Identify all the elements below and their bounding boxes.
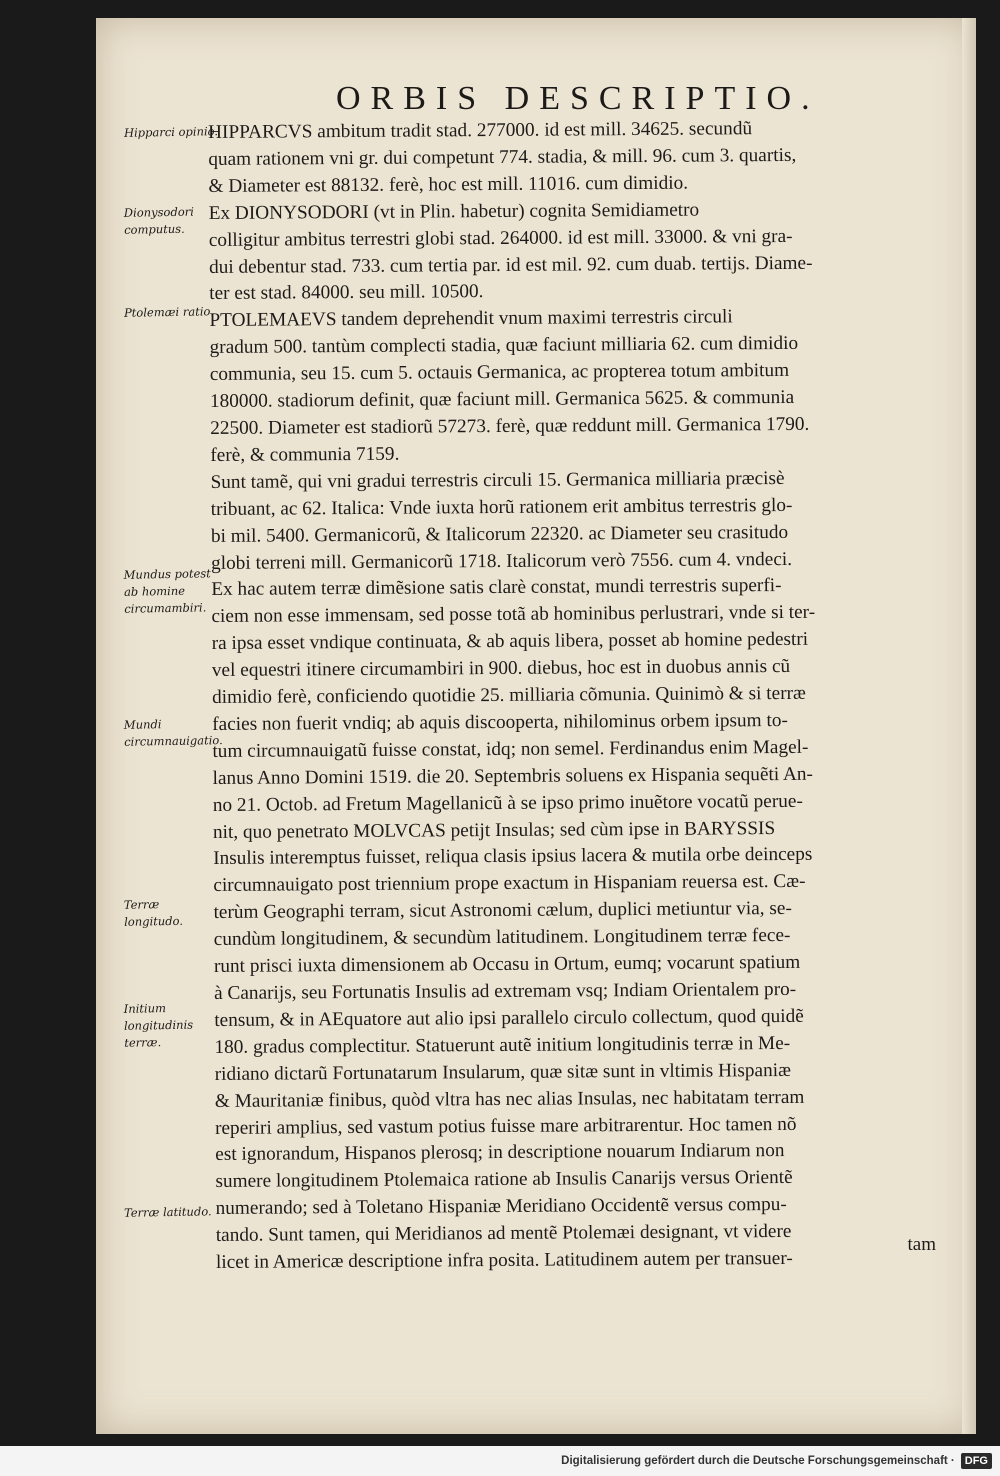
marginal-note-circumnauigatio: Mundi circumnauigatio. (123, 717, 223, 749)
text-line: terùm Geographi terram, sicut Astronomi cælum, duplici metiuntur via, se- (213, 898, 792, 924)
catchword: tam (907, 1234, 936, 1255)
text-line: tum circumnauigatũ fuisse constat, idq; non semel. Ferdinandus enim Magel- (212, 736, 809, 762)
text-line: à Canarijs, seu Fortunatis Insulis ad extremam vsq; Indiam Orientalem pro- (214, 978, 797, 1004)
running-head: ORBIS DESCRIPTIO. (336, 80, 820, 117)
text-line: tando. Sunt tamen, qui Meridianos ad mentẽ Ptolemæi designant, vt videre (215, 1221, 792, 1247)
text-line: ciem non esse immensam, sed posse totã ab hominibus perlustrari, vnde si ter- (211, 602, 816, 628)
text-line: ferè, & communia 7159. (210, 443, 400, 466)
text-line: globi terreni mill. Germanicorũ 1718. Italicorum verò 7556. cum 4. vndeci. (211, 548, 793, 574)
text-line: nit, quo penetrato MOLVCAS petijt Insulas; sed cùm ipse in BARYSSIS (212, 817, 776, 843)
text-line: Ex DIONYSODORI (vt in Plin. habetur) cognita Semidiametro (208, 199, 700, 224)
text-line: ra ipsa esset vndique continuata, & ab aquis libera, posset ab homine pedestri (211, 629, 809, 655)
text-line: HIPPARCVS ambitum tradit stad. 277000. id est mill. 34625. secundũ (208, 118, 753, 143)
text-line: & Diameter est 88132. ferè, hoc est mill. 11016. cum dimidio. (208, 172, 689, 197)
main-text-block (208, 115, 968, 1277)
text-line: licet in Americæ descriptione infra posita. Latitudinem autem per transuer- (215, 1248, 793, 1274)
text-line: circumnauigato post triennium prope exactum in Hispaniam reuersa est. Cæ- (213, 871, 806, 897)
text-line: Insulis interemptus fuisset, reliqua clasis ipsius lacera & mutila orbe deinceps (213, 844, 813, 870)
text-line: vel equestri itinere circumambiri in 900. diebus, hoc est in duobus annis cũ (211, 656, 791, 682)
text-line: dimidio ferè, conficiendo quotidie 25. milliaria cõmunia. Quinimò & si terræ (211, 682, 806, 709)
text-line: reperiri amplius, sed vastum potius fuisse mare arbitrarentur. Hoc tamen nõ (214, 1113, 797, 1139)
text-line: cundùm longitudinem, & secundùm latitudinem. Longitudinem terræ fece- (213, 925, 791, 951)
footer-bar (0, 1446, 1000, 1476)
footer-credit: Digitalisierung gefördert durch die Deutsche Forschungsgemeinschaft · (561, 1455, 955, 1467)
text-line: 180. gradus complectitur. Statuerunt autẽ initium longitudinis terræ in Me- (214, 1032, 791, 1058)
marginal-note-longitudo: Terræ longitudo. (123, 897, 184, 929)
text-line: sumere longitudinem Ptolemaica ratione ab Insulis Canarijs versus Orientẽ (215, 1167, 793, 1193)
marginal-note-latitudo: Terræ latitudo. (123, 1204, 212, 1220)
text-line: runt prisci iuxta dimensionem ab Occasu in Ortum, eumq; vocarunt spatium (213, 951, 801, 978)
text-line: bi mil. 5400. Germanicorũ, & Italicorum 22320. ac Diameter seu crasitudo (210, 521, 789, 547)
text-line: & Mauritaniæ finibus, quòd vltra has nec alias Insulas, nec habitatam terram (214, 1086, 805, 1112)
marginal-note-hipparci: Hipparci opinio. (123, 124, 219, 140)
text-line: tensum, & in AEquatore aut alio ipsi parallelo circulo collectum, quod quidẽ (214, 1005, 804, 1031)
marginal-note-dionysodori: Dionysodori computus. (123, 204, 194, 237)
text-line: Ex hac autem terræ dimẽsione satis clarè constat, mundi terrestris superfi- (211, 575, 782, 601)
text-line: communia, seu 15. cum 5. octauis Germanica, ac propterea totum ambitum (209, 360, 790, 386)
text-line: Sunt tamẽ, qui vni gradui terrestris circuli 15. Germanica milliaria præcisè (210, 467, 785, 493)
text-line: PTOLEMAEVS tandem deprehendit vnum maximi terrestris circuli (209, 306, 733, 332)
text-line: numerando; sed à Toletano Hispaniæ Meridiano Occidentẽ versus compu- (215, 1194, 787, 1220)
text-line: ridiano dictarũ Fortunatarum Insularum, quæ sitæ sunt in vltimis Hispaniæ (214, 1059, 791, 1085)
text-line: facies non fuerit vndiq; ab aquis discooperta, nihilominus orbem ipsum to- (212, 709, 788, 735)
text-line: dui debentur stad. 733. cum tertia par. id est mil. 92. cum duab. tertijs. Diame- (208, 252, 813, 278)
text-line: quam rationem vni gr. dui competunt 774. stadia, & mill. 96. cum 3. quartis, (208, 144, 797, 170)
text-line: 180000. stadiorum definit, quæ faciunt mill. Germanica 5625. & communia (209, 386, 795, 413)
text-line: gradum 500. tantùm complecti stadia, quæ faciunt milliaria 62. cum dimidio (209, 333, 799, 359)
dfg-logo: DFG (961, 1453, 992, 1469)
text-line: lanus Anno Domini 1519. die 20. Septembris soluens ex Hispania sequẽti An- (212, 763, 813, 789)
marginal-note-ptolemaei: Ptolemæi ratio. (123, 304, 214, 320)
text-line: est ignorandum, Hispanos plerosq; in descriptione nouarum Indiarum non (215, 1140, 785, 1166)
text-line: 22500. Diameter est stadiorũ 57273. ferè, quæ reddunt mill. Germanica 1790. (210, 413, 810, 439)
marginal-note-initium: Initium longitudinis terræ. (123, 1001, 194, 1050)
text-line: tribuant, ac 62. Italica: Vnde iuxta horũ rationem erit ambitus terrestris glo- (210, 494, 793, 520)
text-line: no 21. Octob. ad Fretum Magellanicũ à se ipso primo inuẽtore vocatũ perue- (212, 790, 803, 816)
text-line: colligitur ambitus terrestri globi stad. 264000. id est mill. 33000. & vni gra- (208, 225, 793, 251)
marginal-note-mundus: Mundus potest ab homine circumambiri. (123, 566, 211, 616)
text-line: ter est stad. 84000. seu mill. 10500. (209, 281, 484, 305)
